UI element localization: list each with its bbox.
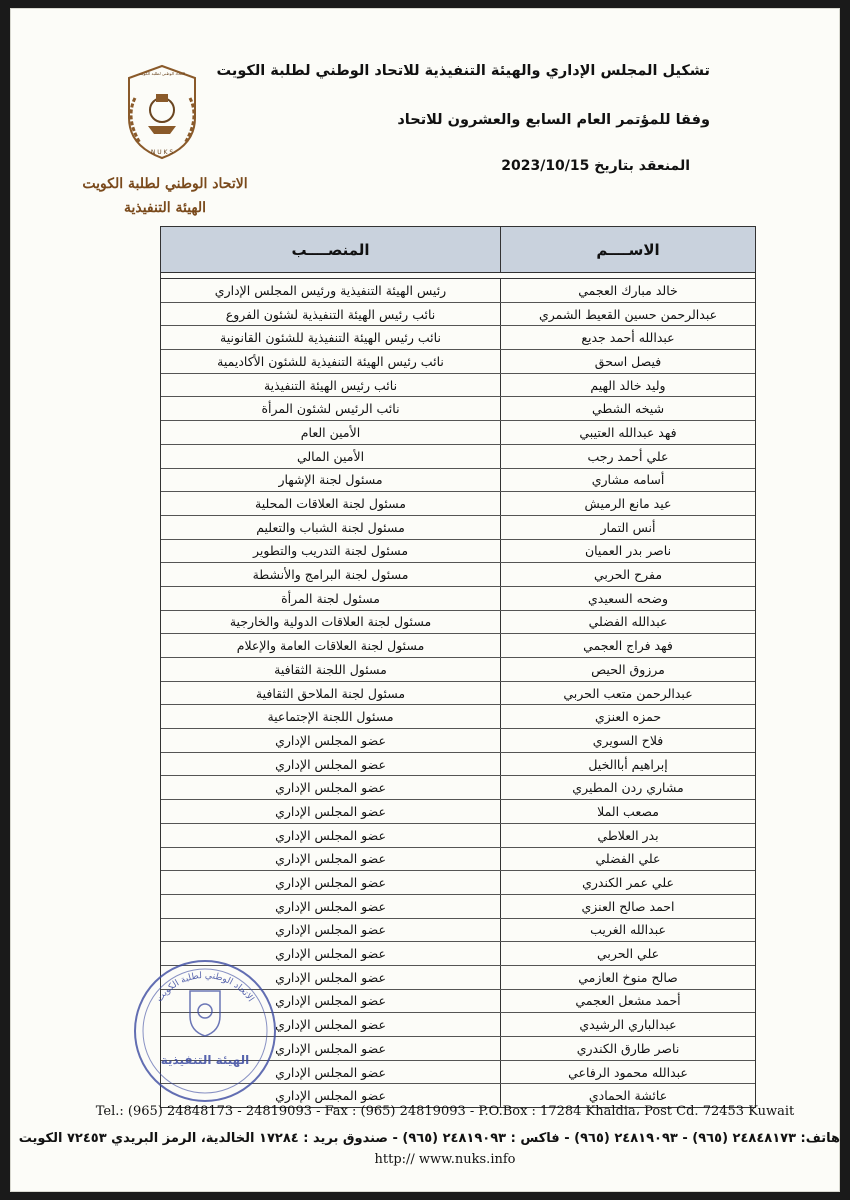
header-name: الاســــم <box>500 227 755 272</box>
table-row <box>161 469 755 493</box>
table-row <box>161 753 755 777</box>
official-stamp <box>130 956 280 1106</box>
member-name: شيخه الشطي <box>500 397 755 420</box>
document-page <box>10 8 840 1192</box>
member-position: نائب رئيس الهيئة التنفيذية <box>263 377 398 393</box>
member-name: أحمد مشعل العجمي <box>500 990 755 1013</box>
member-name: عبدالرحمن حسين القعيط الشمري <box>500 303 755 326</box>
document-date: المنعقد بتاريخ 2023/10/15 <box>501 158 690 174</box>
table-row <box>161 374 755 398</box>
table-row <box>161 658 755 682</box>
member-position: مسئول لجنة الشباب والتعليم <box>256 519 405 535</box>
member-position: مسئول لجنة العلاقات الدولية والخارجية <box>229 614 432 630</box>
stamp-outer-text: الاتحاد الوطني لطلبة الكويت <box>154 970 256 1005</box>
logo-initials: N U K S <box>150 149 174 156</box>
table-row <box>161 445 755 469</box>
member-name: أسامه مشاري <box>500 469 755 492</box>
member-position: عضو المجلس الإداري <box>275 732 386 748</box>
table-row <box>161 421 755 445</box>
table-row <box>161 587 755 611</box>
member-name: وضحه السعيدي <box>500 587 755 610</box>
table-row <box>161 682 755 706</box>
member-position: مسئول اللجنة الإجتماعية <box>267 709 394 725</box>
member-position: مسئول لجنة العلاقات المحلية <box>255 496 406 512</box>
organization-subtitle: الهيئة التنفيذية <box>123 200 207 216</box>
member-position: الأمين المالي <box>296 448 365 464</box>
member-position: مسئول لجنة البرامج والأنشطة <box>252 567 409 583</box>
organization-name: الاتحاد الوطني لطلبة الكويت <box>82 176 248 192</box>
table-row <box>161 279 755 303</box>
member-position: عضو المجلس الإداري <box>275 969 386 985</box>
member-name: فهد فراج العجمي <box>500 634 755 657</box>
nuks-logo-icon <box>115 58 210 163</box>
member-position: نائب رئيس الهيئة التنفيذية للشئون القانونية <box>220 330 441 346</box>
member-position: مسئول لجنة العلاقات العامة والإعلام <box>236 638 425 654</box>
member-position: عضو المجلس الإداري <box>275 827 386 843</box>
member-name: عبدالله الغريب <box>500 919 755 942</box>
table-row <box>161 540 755 564</box>
member-position: عضو المجلس الإداري <box>275 1088 386 1104</box>
member-name: فلاح السويري <box>500 729 755 752</box>
table-row <box>161 919 755 943</box>
footer-website: http:// www.nuks.info <box>374 1152 516 1167</box>
table-row <box>161 326 755 350</box>
svg-text:الاتحاد الوطني لطلبة الكويت <box>155 971 256 1004</box>
member-name: فيصل اسحق <box>500 350 755 373</box>
member-position: عضو المجلس الإداري <box>275 1040 386 1056</box>
member-position: عضو المجلس الإداري <box>275 946 386 962</box>
member-name: وليد خالد الهيم <box>500 374 755 397</box>
member-name: مشاري ردن المطيري <box>500 776 755 799</box>
member-name: علي الحربي <box>500 942 755 965</box>
member-position: نائب الرئيس لشئون المرأة <box>261 401 400 417</box>
member-name: عبدالله الفضلي <box>500 611 755 634</box>
footer-contact-en: Tel.: (965) 24848173 - 24819093 - Fax : (965) 24819093 - P.O.Box : 17284 Khaldia، Post Cd. 72453 Kuwait <box>95 1104 795 1119</box>
member-position: مسئول لجنة الإشهار <box>278 472 383 488</box>
header-position: المنصــــب <box>291 240 370 259</box>
table-row <box>161 776 755 800</box>
member-position: عضو المجلس الإداري <box>275 1017 386 1033</box>
table-row <box>161 611 755 635</box>
member-name: حمزه العنزي <box>500 705 755 728</box>
member-name: عبدالله محمود الرفاعي <box>500 1061 755 1084</box>
table-row <box>161 350 755 374</box>
member-name: ناصر طارق الكندري <box>500 1037 755 1060</box>
member-position: عضو المجلس الإداري <box>275 922 386 938</box>
member-name: مرزوق الحيص <box>500 658 755 681</box>
member-position: الأمين العام <box>300 424 361 440</box>
logo-text: الاتحاد الوطني لطلبة الكويت <box>138 71 186 76</box>
footer-contact-ar: هاتف: ٢٤٨٤٨١٧٣ (٩٦٥) - ٢٤٨١٩٠٩٣ (٩٦٥) - فاكس : ٢٤٨١٩٠٩٣ (٩٦٥) - صندوق بريد : ١٧٢٨٤ الخالدية، الرمز البريدي ٧٢٤٥٣ الكويت <box>18 1131 840 1146</box>
member-name: علي عمر الكندري <box>500 871 755 894</box>
member-position: مسئول لجنة الملاحق الثقافية <box>255 685 406 701</box>
member-position: مسئول اللجنة الثقافية <box>274 661 387 677</box>
table-row <box>161 492 755 516</box>
member-name: احمد صالح العنزي <box>500 895 755 918</box>
member-name: علي الفضلي <box>500 848 755 871</box>
table-row <box>161 563 755 587</box>
member-position: عضو المجلس الإداري <box>275 803 386 819</box>
member-position: عضو المجلس الإداري <box>275 851 386 867</box>
member-position: عضو المجلس الإداري <box>275 1064 386 1080</box>
member-position: عضو المجلس الإداري <box>275 898 386 914</box>
table-row <box>161 397 755 421</box>
member-name: عبدالرحمن متعب الحربي <box>500 682 755 705</box>
member-position: مسئول لجنة المرأة <box>281 590 380 606</box>
table-row <box>161 729 755 753</box>
member-name: علي أحمد رجب <box>500 445 755 468</box>
table-row <box>161 895 755 919</box>
table-row <box>161 516 755 540</box>
member-position: عضو المجلس الإداري <box>275 875 386 891</box>
document-title: تشكيل المجلس الإداري والهيئة التنفيذية للاتحاد الوطني لطلبة الكويت <box>216 63 710 79</box>
member-name: فهد عبدالله العتيبي <box>500 421 755 444</box>
member-position: عضو المجلس الإداري <box>275 756 386 772</box>
member-name: مفرح الحربي <box>500 563 755 586</box>
member-name: أنس التمار <box>500 516 755 539</box>
stamp-inner-text: الهيئة التنفيذية <box>160 1053 250 1067</box>
document-subtitle: وفقا للمؤتمر العام السابع والعشرون للاتحاد <box>397 112 710 128</box>
member-name: عبدالله أحمد جديع <box>500 326 755 349</box>
member-name: بدر العلاطي <box>500 824 755 847</box>
member-name: عبدالباري الرشيدي <box>500 1013 755 1036</box>
member-position: نائب رئيس الهيئة التنفيذية لشئون الفروع <box>225 306 436 322</box>
member-name: صالح منوخ العازمي <box>500 966 755 989</box>
table-row <box>161 303 755 327</box>
member-name: عائشة الحمادي <box>500 1084 755 1107</box>
table-row <box>161 871 755 895</box>
member-position: مسئول لجنة التدريب والتطوير <box>253 543 409 559</box>
member-position: عضو المجلس الإداري <box>275 993 386 1009</box>
table-row <box>161 634 755 658</box>
member-name: مصعب الملا <box>500 800 755 823</box>
member-position: رئيس الهيئة التنفيذية ورئيس المجلس الإداري <box>214 282 447 298</box>
member-name: إبراهيم أباالخيل <box>500 753 755 776</box>
table-row <box>161 705 755 729</box>
member-name: عيد مانع الرميش <box>500 492 755 515</box>
table-row <box>161 800 755 824</box>
member-name: خالد مبارك العجمي <box>500 279 755 302</box>
table-header <box>161 227 755 273</box>
table-row <box>161 848 755 872</box>
member-position: عضو المجلس الإداري <box>275 780 386 796</box>
stamp-emblem-icon <box>190 991 220 1036</box>
member-name: ناصر بدر العميان <box>500 540 755 563</box>
member-position: نائب رئيس الهيئة التنفيذية للشئون الأكاديمية <box>217 353 444 369</box>
table-row <box>161 824 755 848</box>
